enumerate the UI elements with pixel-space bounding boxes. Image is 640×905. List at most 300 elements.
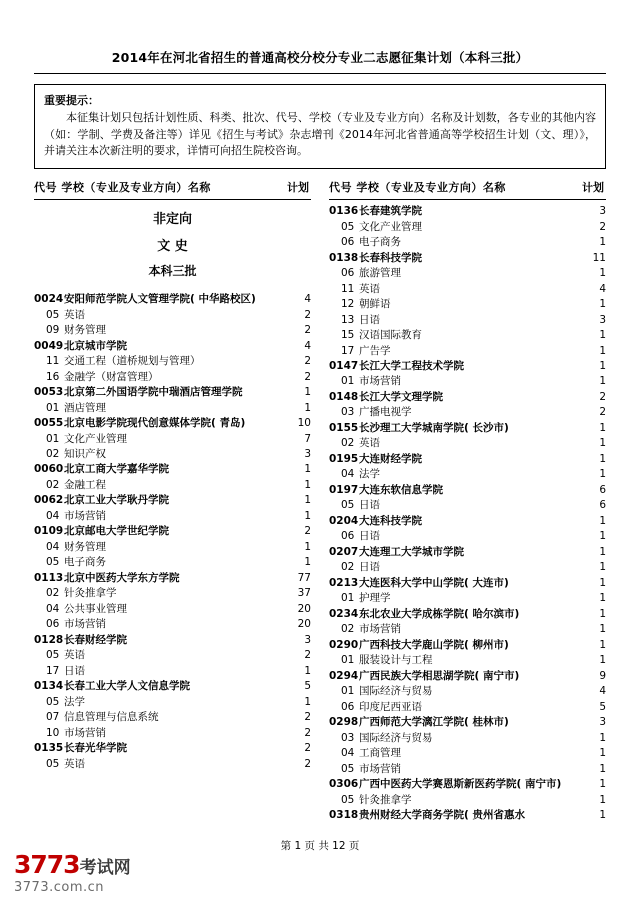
notice-body: 本征集计划只包括计划性质、科类、批次、代号、学校（专业及专业方向）名称及计划数，各专业的其他内容（如：学制、学费及备注等）详见《招生与考试》杂志增刊《2014年河北省普通高等学校招生计划（文、理）》，并请关注本次新注明的要求，详情可向招生院校咨询。 <box>44 111 596 158</box>
major-row <box>34 586 311 600</box>
row-plan: 1 <box>304 463 311 476</box>
row-name: 广西科技大学鹿山学院( 柳州市) <box>359 638 509 651</box>
school-row <box>329 576 606 590</box>
major-row <box>329 220 606 234</box>
row-plan: 3 <box>304 633 311 646</box>
column-header-plan: 计划 <box>287 181 309 195</box>
row-name: 广西中医药大学赛恩斯新医药学院( 南宁市) <box>359 778 562 791</box>
right-column-header <box>329 179 606 200</box>
row-plan: 4 <box>599 282 606 295</box>
row-plan: 6 <box>599 499 606 512</box>
column-header-label: 代号 学校（专业及专业方向）名称 <box>329 181 506 195</box>
row-name: 针灸推拿学 <box>64 587 117 600</box>
major-row <box>329 793 606 807</box>
row-plan: 2 <box>304 757 311 770</box>
school-row <box>329 452 606 466</box>
row-plan: 2 <box>304 370 311 383</box>
row-plan: 1 <box>599 530 606 543</box>
row-code: 15 <box>341 329 355 342</box>
row-plan: 2 <box>304 324 311 337</box>
row-name: 北京城市学院 <box>64 339 127 352</box>
major-row <box>329 762 606 776</box>
row-name: 长春财经学院 <box>64 633 127 646</box>
major-row <box>329 328 606 342</box>
row-name: 日语 <box>359 561 380 574</box>
row-code: 0109 <box>34 525 64 538</box>
row-name: 电子商务 <box>64 556 106 569</box>
row-name: 公共事业管理 <box>64 602 127 615</box>
school-row <box>34 741 311 755</box>
major-row <box>329 405 606 419</box>
row-plan: 2 <box>304 711 311 724</box>
row-name: 日语 <box>64 664 85 677</box>
row-code: 05 <box>46 556 60 569</box>
row-plan: 4 <box>599 685 606 698</box>
row-code: 11 <box>46 355 60 368</box>
row-code: 02 <box>46 448 60 460</box>
row-code: 0134 <box>34 680 64 693</box>
major-row <box>329 282 606 296</box>
row-name: 市场营销 <box>64 618 106 631</box>
row-name: 国际经济与贸易 <box>359 685 433 698</box>
row-code: 0204 <box>329 514 359 527</box>
column-header-label: 代号 学校（专业及专业方向）名称 <box>34 181 211 195</box>
row-code: 02 <box>341 437 355 450</box>
row-name: 大连财经学院 <box>359 452 422 465</box>
major-row <box>34 447 311 461</box>
right-column <box>329 179 606 823</box>
school-row <box>34 385 311 399</box>
row-code: 03 <box>341 406 355 419</box>
row-name: 北京工商大学嘉华学院 <box>64 463 169 476</box>
section-subject: 文 史 <box>157 239 188 255</box>
major-row <box>34 308 311 322</box>
row-plan: 1 <box>599 360 606 372</box>
row-plan: 2 <box>599 220 606 233</box>
row-code: 0234 <box>329 607 359 620</box>
major-row <box>34 432 311 446</box>
school-row <box>34 292 311 306</box>
row-name: 北京电影学院现代创意媒体学院( 青岛) <box>64 417 246 430</box>
row-code: 0128 <box>34 633 64 646</box>
row-plan: 1 <box>599 344 606 357</box>
row-name: 东北农业大学成栋学院( 哈尔滨市) <box>359 607 520 620</box>
row-plan: 10 <box>297 417 311 430</box>
row-name: 大连东软信息学院 <box>359 483 443 496</box>
row-name: 财务管理 <box>64 540 106 553</box>
row-plan: 1 <box>599 298 606 311</box>
major-row <box>34 401 311 415</box>
row-name: 国际经济与贸易 <box>359 731 433 744</box>
row-plan: 1 <box>599 793 606 806</box>
school-row <box>34 462 311 476</box>
row-plan: 5 <box>599 700 606 713</box>
school-row <box>329 390 606 404</box>
row-name: 工商管理 <box>359 747 401 760</box>
row-code: 0298 <box>329 716 359 729</box>
row-plan: 1 <box>304 540 311 553</box>
watermark-top <box>14 852 131 877</box>
row-code: 16 <box>46 370 60 383</box>
row-plan: 1 <box>599 778 606 791</box>
major-row <box>329 746 606 760</box>
major-row <box>329 622 606 636</box>
school-row <box>329 421 606 435</box>
row-code: 01 <box>341 375 355 388</box>
row-code: 11 <box>341 282 355 295</box>
row-plan: 1 <box>304 695 311 708</box>
row-plan: 1 <box>599 561 606 574</box>
row-name: 市场营销 <box>359 762 401 775</box>
row-name: 财务管理 <box>64 324 106 337</box>
school-row <box>329 204 606 218</box>
row-name: 长沙理工大学城南学院( 长沙市) <box>359 421 509 434</box>
row-code: 01 <box>46 432 60 445</box>
row-plan: 1 <box>599 514 606 527</box>
row-plan: 1 <box>599 731 606 744</box>
major-row <box>329 731 606 745</box>
row-name: 英语 <box>64 649 85 662</box>
row-code: 01 <box>341 592 355 605</box>
row-name: 英语 <box>359 437 380 450</box>
row-code: 0062 <box>34 494 64 507</box>
school-row <box>34 493 311 507</box>
row-plan: 4 <box>304 293 311 306</box>
right-column-rows <box>329 204 606 822</box>
row-name: 朝鲜语 <box>359 298 391 311</box>
row-plan: 1 <box>599 421 606 434</box>
row-plan: 7 <box>304 432 311 445</box>
major-row <box>329 560 606 574</box>
row-code: 05 <box>46 757 60 770</box>
row-code: 06 <box>341 267 355 280</box>
row-code: 13 <box>341 313 355 326</box>
row-code: 10 <box>46 726 60 739</box>
row-name: 英语 <box>359 282 380 295</box>
major-row <box>34 354 311 368</box>
school-row <box>329 483 606 497</box>
row-code: 0053 <box>34 386 64 399</box>
row-plan: 1 <box>304 478 311 491</box>
row-plan: 1 <box>304 509 311 522</box>
row-name: 广告学 <box>359 344 391 357</box>
title-divider <box>34 73 606 74</box>
row-plan: 9 <box>599 669 606 682</box>
school-row <box>329 607 606 621</box>
row-plan: 1 <box>599 437 606 450</box>
school-row <box>329 251 606 265</box>
row-code: 02 <box>341 623 355 636</box>
row-code: 01 <box>46 401 60 414</box>
row-plan: 1 <box>304 556 311 569</box>
row-plan: 1 <box>599 747 606 760</box>
row-name: 英语 <box>64 308 85 321</box>
row-code: 05 <box>341 793 355 806</box>
school-row <box>34 679 311 693</box>
major-row <box>329 266 606 280</box>
row-name: 金融学（财富管理） <box>64 370 159 383</box>
row-code: 0306 <box>329 778 359 791</box>
row-code: 04 <box>46 602 60 615</box>
row-plan: 1 <box>599 762 606 775</box>
major-row <box>329 436 606 450</box>
school-row <box>329 638 606 652</box>
row-name: 安阳师范学院人文管理学院( 中华路校区) <box>64 293 256 306</box>
row-code: 02 <box>46 587 60 600</box>
major-row <box>34 555 311 569</box>
row-code: 0207 <box>329 545 359 558</box>
row-name: 长春工业大学人文信息学院 <box>64 680 190 693</box>
row-code: 12 <box>341 298 355 311</box>
school-row <box>34 339 311 353</box>
row-code: 17 <box>46 664 60 677</box>
watermark-site-name: 考试网 <box>79 858 131 878</box>
row-code: 05 <box>341 220 355 233</box>
row-plan: 1 <box>599 623 606 636</box>
row-code: 03 <box>341 731 355 744</box>
row-code: 0136 <box>329 205 359 218</box>
page-title: 2014年在河北省招生的普通高校分校分专业二志愿征集计划（本科三批） <box>111 50 529 65</box>
section-batch: 本科三批 <box>148 264 197 279</box>
row-plan: 2 <box>304 742 311 755</box>
major-row <box>329 684 606 698</box>
section-category: 非定向 <box>152 212 192 228</box>
school-row <box>329 669 606 683</box>
row-plan: 1 <box>599 236 606 249</box>
school-row <box>329 514 606 528</box>
school-row <box>34 416 311 430</box>
row-name: 广西民族大学相思湖学院( 南宁市) <box>359 669 520 682</box>
row-code: 07 <box>46 711 60 724</box>
row-plan: 1 <box>599 329 606 342</box>
row-name: 印度尼西亚语 <box>359 700 422 713</box>
major-row <box>329 297 606 311</box>
two-column-layout <box>34 179 606 823</box>
row-name: 文化产业管理 <box>359 220 422 233</box>
row-plan: 1 <box>599 576 606 589</box>
watermark-number: 3773 <box>14 850 80 879</box>
row-plan: 3 <box>599 716 606 729</box>
major-row <box>34 370 311 384</box>
school-row <box>329 359 606 373</box>
row-name: 日语 <box>359 499 380 512</box>
major-row <box>34 540 311 554</box>
row-plan: 1 <box>599 638 606 651</box>
major-row <box>329 529 606 543</box>
row-name: 电子商务 <box>359 236 401 249</box>
major-row <box>34 726 311 740</box>
row-name: 长春科技学院 <box>359 251 422 264</box>
left-column-rows <box>34 292 311 771</box>
row-code: 04 <box>341 468 355 481</box>
row-name: 日语 <box>359 313 380 326</box>
row-plan: 2 <box>304 649 311 662</box>
row-code: 01 <box>341 685 355 698</box>
row-name: 大连医科大学中山学院( 大连市) <box>359 576 509 589</box>
row-plan: 1 <box>599 809 606 822</box>
row-code: 05 <box>46 308 60 321</box>
row-plan: 77 <box>297 571 311 584</box>
row-plan: 20 <box>297 618 311 631</box>
row-name: 交通工程（道桥规划与管理） <box>64 355 201 368</box>
row-plan: 1 <box>304 386 311 399</box>
row-plan: 3 <box>599 205 606 218</box>
row-code: 06 <box>341 700 355 713</box>
row-name: 文化产业管理 <box>64 432 127 445</box>
row-name: 针灸推拿学 <box>359 793 412 806</box>
row-code: 0318 <box>329 809 359 822</box>
row-code: 05 <box>341 499 355 512</box>
row-name: 汉语国际教育 <box>359 329 422 342</box>
row-plan: 2 <box>304 308 311 321</box>
document-body <box>34 48 606 824</box>
row-plan: 1 <box>599 375 606 388</box>
row-name: 日语 <box>359 530 380 543</box>
left-column <box>34 179 311 823</box>
row-name: 英语 <box>64 757 85 770</box>
row-plan: 2 <box>599 406 606 419</box>
row-plan: 37 <box>297 587 311 600</box>
row-code: 09 <box>46 324 60 337</box>
row-code: 0055 <box>34 417 64 430</box>
row-name: 市场营销 <box>359 623 401 636</box>
row-name: 酒店管理 <box>64 401 106 414</box>
row-plan: 3 <box>599 313 606 326</box>
row-name: 市场营销 <box>64 509 106 522</box>
major-row <box>329 700 606 714</box>
major-row <box>34 323 311 337</box>
major-row <box>34 509 311 523</box>
row-code: 0060 <box>34 463 64 476</box>
row-plan: 1 <box>599 468 606 481</box>
major-row <box>329 344 606 358</box>
row-name: 长春光华学院 <box>64 742 127 755</box>
school-row <box>34 524 311 538</box>
row-name: 市场营销 <box>359 375 401 388</box>
major-row <box>329 313 606 327</box>
major-row <box>34 757 311 771</box>
major-row <box>34 478 311 492</box>
column-header-plan: 计划 <box>582 181 604 195</box>
row-code: 0213 <box>329 576 359 589</box>
row-name: 大连理工大学城市学院 <box>359 545 464 558</box>
row-plan: 1 <box>304 664 311 677</box>
row-name: 信息管理与信息系统 <box>64 711 159 724</box>
row-name: 服装设计与工程 <box>359 654 433 667</box>
important-notice <box>34 84 606 169</box>
major-row <box>34 710 311 724</box>
school-row <box>329 545 606 559</box>
row-name: 广播电视学 <box>359 406 412 419</box>
row-code: 0147 <box>329 360 359 372</box>
row-code: 17 <box>341 344 355 357</box>
watermark <box>14 852 131 895</box>
row-plan: 6 <box>599 483 606 496</box>
row-name: 法学 <box>64 695 85 708</box>
row-code: 0049 <box>34 339 64 352</box>
row-code: 02 <box>46 478 60 491</box>
left-column-header <box>34 179 311 200</box>
row-code: 0148 <box>329 390 359 403</box>
row-name: 长江大学文理学院 <box>359 390 443 403</box>
row-plan: 1 <box>599 607 606 620</box>
row-name: 广西师范大学漓江学院( 桂林市) <box>359 716 509 729</box>
row-plan: 5 <box>304 680 311 693</box>
major-row <box>34 617 311 631</box>
major-row <box>329 235 606 249</box>
row-code: 05 <box>46 695 60 708</box>
row-code: 0294 <box>329 669 359 682</box>
major-row <box>34 664 311 678</box>
row-code: 0113 <box>34 571 64 584</box>
school-row <box>329 777 606 791</box>
row-code: 05 <box>341 762 355 775</box>
row-code: 04 <box>46 540 60 553</box>
row-name: 大连科技学院 <box>359 514 422 527</box>
row-code: 04 <box>341 747 355 760</box>
school-row <box>34 633 311 647</box>
row-name: 长春建筑学院 <box>359 205 422 218</box>
row-name: 北京邮电大学世纪学院 <box>64 525 169 538</box>
row-code: 0135 <box>34 742 64 755</box>
row-plan: 1 <box>304 494 311 507</box>
major-row <box>329 653 606 667</box>
row-plan: 1 <box>599 654 606 667</box>
row-name: 北京中医药大学东方学院 <box>64 571 180 584</box>
row-code: 06 <box>46 618 60 631</box>
major-row <box>329 467 606 481</box>
row-plan: 2 <box>304 525 311 538</box>
row-code: 0197 <box>329 483 359 496</box>
major-row <box>329 591 606 605</box>
row-plan: 1 <box>304 401 311 414</box>
notice-title: 重要提示： <box>44 94 99 107</box>
row-name: 市场营销 <box>64 726 106 739</box>
row-code: 0024 <box>34 293 64 306</box>
row-name: 长江大学工程技术学院 <box>359 360 464 372</box>
row-plan: 3 <box>304 448 311 460</box>
row-plan: 2 <box>304 355 311 368</box>
row-code: 06 <box>341 236 355 249</box>
row-plan: 2 <box>304 726 311 739</box>
row-code: 02 <box>341 561 355 574</box>
row-plan: 20 <box>297 602 311 615</box>
major-row <box>329 374 606 388</box>
school-row <box>34 571 311 585</box>
row-plan: 4 <box>304 339 311 352</box>
row-code: 01 <box>341 654 355 667</box>
school-row <box>329 808 606 822</box>
major-row <box>329 498 606 512</box>
row-plan: 2 <box>599 390 606 403</box>
major-row <box>34 695 311 709</box>
watermark-url: 3773.com.cn <box>14 880 104 895</box>
row-name: 贵州财经大学商务学院( 贵州省惠水 <box>359 809 525 822</box>
page-footer: 第 1 页 共 12 页 <box>280 840 360 852</box>
row-plan: 11 <box>592 251 606 264</box>
row-name: 北京第二外国语学院中瑞酒店管理学院 <box>64 386 243 399</box>
row-code: 04 <box>46 509 60 522</box>
major-row <box>34 602 311 616</box>
row-code: 05 <box>46 649 60 662</box>
row-name: 护理学 <box>359 592 391 605</box>
row-code: 0290 <box>329 638 359 651</box>
row-name: 北京工业大学耿丹学院 <box>64 494 169 507</box>
row-name: 旅游管理 <box>359 267 401 280</box>
row-plan: 1 <box>599 267 606 280</box>
school-row <box>329 715 606 729</box>
major-row <box>34 648 311 662</box>
